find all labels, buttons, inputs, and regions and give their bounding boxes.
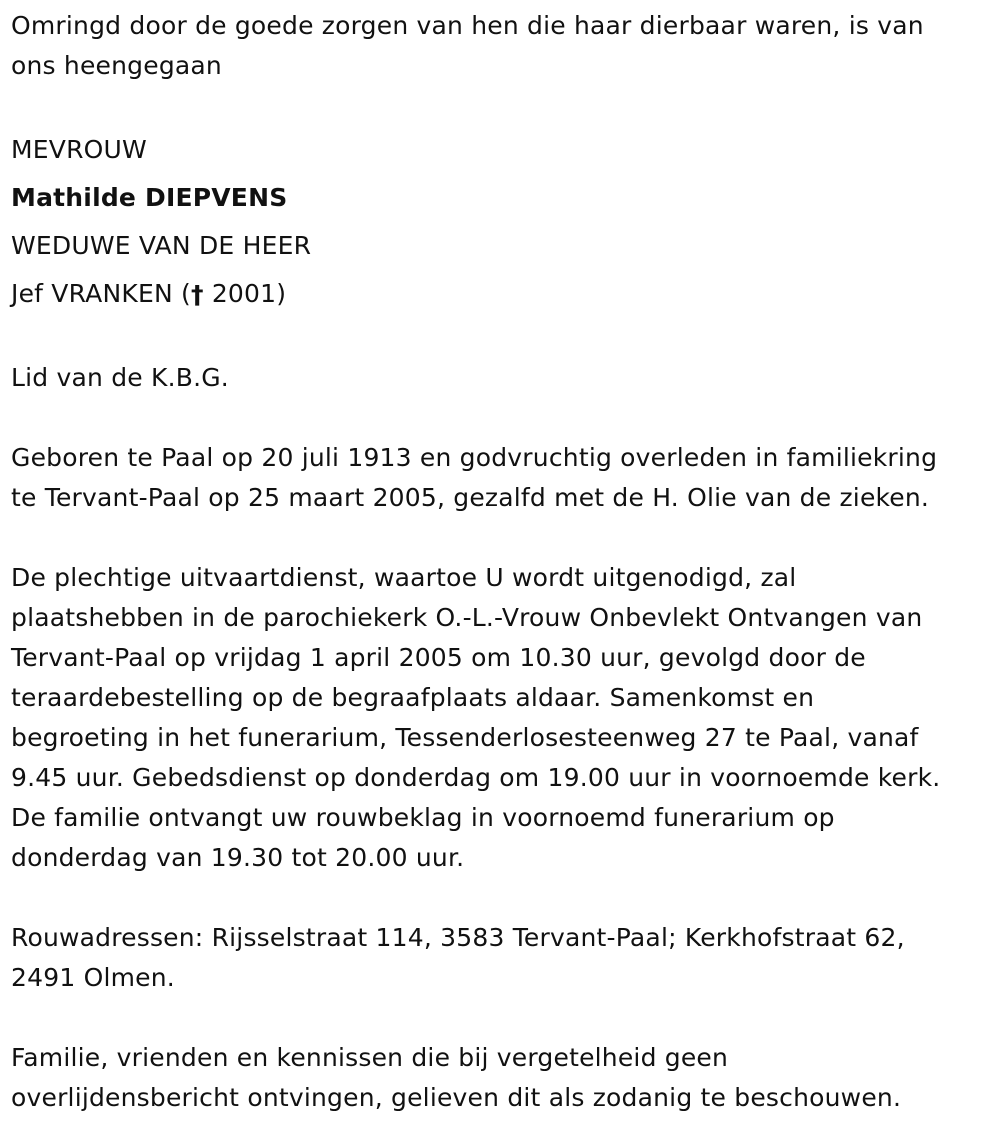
spouse-name: Jef VRANKEN ( — [11, 279, 191, 308]
addresses-paragraph — [11, 918, 1000, 998]
intro-paragraph — [11, 6, 1000, 86]
addresses-line-2: 2491 Olmen. — [11, 963, 175, 992]
closing-line-2: overlijdensbericht ontvingen, gelieven dit als zodanig te beschouwen. — [11, 1083, 902, 1112]
intro-line-2: ons heengegaan — [11, 51, 222, 80]
funeral-line: plaatshebben in de parochiekerk O.-L.-Vrouw Onbevlekt Ontvangen van — [11, 603, 923, 632]
funeral-line: teraardebestelling op de begraafplaats aldaar. Samenkomst en — [11, 683, 815, 712]
spacer — [11, 86, 1000, 126]
closing-line-1: Familie, vrienden en kennissen die bij vergetelheid geen — [11, 1043, 729, 1072]
spacer — [11, 518, 1000, 558]
person-relation: WEDUWE VAN DE HEER — [11, 231, 312, 260]
spacer — [11, 878, 1000, 918]
death-notice — [0, 6, 1000, 1132]
funeral-line: De familie ontvangt uw rouwbeklag in voornoemd funerarium op — [11, 803, 835, 832]
birth-death-line-1: Geboren te Paal op 20 juli 1913 en godvruchtig overleden in familiekring — [11, 443, 938, 472]
spouse-line — [11, 270, 1000, 318]
spouse-year: 2001) — [203, 279, 287, 308]
spacer — [11, 998, 1000, 1038]
cross-icon: † — [190, 280, 204, 309]
spacer — [11, 318, 1000, 358]
person-title: MEVROUW — [11, 135, 147, 164]
intro-line-1: Omringd door de goede zorgen van hen die haar dierbaar waren, is van — [11, 11, 924, 40]
birth-death-paragraph — [11, 438, 1000, 518]
funeral-line: De plechtige uitvaartdienst, waartoe U wordt uitgenodigd, zal — [11, 563, 797, 592]
person-block — [11, 126, 1000, 318]
funeral-line: 9.45 uur. Gebedsdienst op donderdag om 19.00 uur in voornoemde kerk. — [11, 763, 941, 792]
spacer — [11, 398, 1000, 438]
addresses-line-1: Rouwadressen: Rijsselstraat 114, 3583 Tervant-Paal; Kerkhofstraat 62, — [11, 923, 905, 952]
closing-paragraph — [11, 1038, 1000, 1118]
funeral-paragraph — [11, 558, 1000, 878]
funeral-line: donderdag van 19.30 tot 20.00 uur. — [11, 843, 465, 872]
membership-line: Lid van de K.B.G. — [11, 363, 229, 392]
person-name: Mathilde DIEPVENS — [11, 183, 288, 212]
funeral-line: begroeting in het funerarium, Tessenderlosesteenweg 27 te Paal, vanaf — [11, 723, 919, 752]
birth-death-line-2: te Tervant-Paal op 25 maart 2005, gezalfd met de H. Olie van de zieken. — [11, 483, 930, 512]
funeral-line: Tervant-Paal op vrijdag 1 april 2005 om 10.30 uur, gevolgd door de — [11, 643, 866, 672]
